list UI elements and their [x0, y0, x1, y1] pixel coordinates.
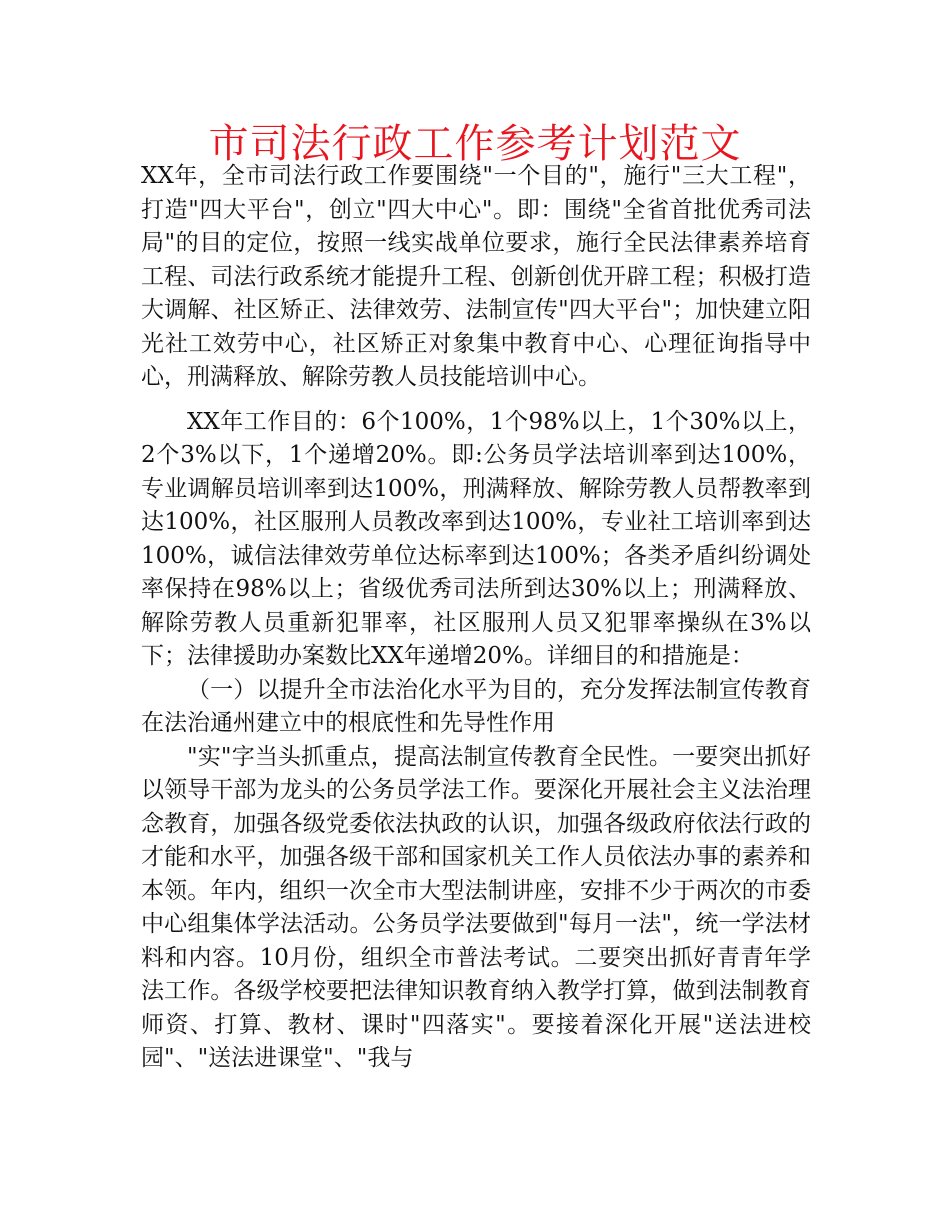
paragraph-goals: XX年工作目的：6个100%，1个98%以上，1个30%以上，2个3%以下，1个递增20%。即:公务员学法培训率到达100%，专业调解员培训率到达100%，刑满释放、解除劳教人员帮教率到达100%，社区服刑人员教改率到达100%，专业社工培训率到达100%，诚信法律效劳单位达标率到达100%；各类矛盾纠纷调处率保持在98%以上；省级优秀司法所到达30%以上；刑满释放、解除劳教人员重新犯罪率，社区服刑人员又犯罪率操纵在3%以下；法律援助办案数比XX年递增20%。详细目的和措施是： — [141, 408, 811, 669]
paragraph-law-education: "实"字当头抓重点，提高法制宣传教育全民性。一要突出抓好以领导干部为龙头的公务员学法工作。要深化开展社会主义法治理念教育，加强各级党委依法执政的认识，加强各级政府依法行政的才能和水平，加强各级干部和国家机关工作人员依法办事的素养和本领。年内，组织一次全市大型法制讲座，安排不少于两次的市委中心组集体学法活动。公务员学法要做到"每月一法"，统一学法材料和内容。10月份，组织全市普法考试。二要突出抓好青青年学法工作。各级学校要把法律知识教育纳入教学打算，做到法制教育师资、打算、教材、课时"四落实"。要接着深化开展"送法进校园"、"送法进课堂"、"我与 — [141, 743, 811, 1071]
document-title: 市司法行政工作参考计划范文 — [208, 121, 742, 167]
document-body — [141, 160, 811, 1076]
section-heading-1: （一）以提升全市法治化水平为目的，充分发挥法制宣传教育在法治通州建立中的根底性和先导性作用 — [141, 676, 811, 736]
paragraph-intro: XX年，全市司法行政工作要围绕"一个目的"，施行"三大工程"，打造"四大平台"，创立"四大中心"。即：围绕"全省首批优秀司法局"的目的定位，按照一线实战单位要求，施行全民法律素养培育工程、司法行政系统才能提升工程、创新创优开辟工程；积极打造大调解、社区矫正、法律效劳、法制宣传"四大平台"；加快建立阳光社工效劳中心，社区矫正对象集中教育中心、心理征询指导中心，刑满释放、解除劳教人员技能培训中心。 — [141, 163, 811, 390]
